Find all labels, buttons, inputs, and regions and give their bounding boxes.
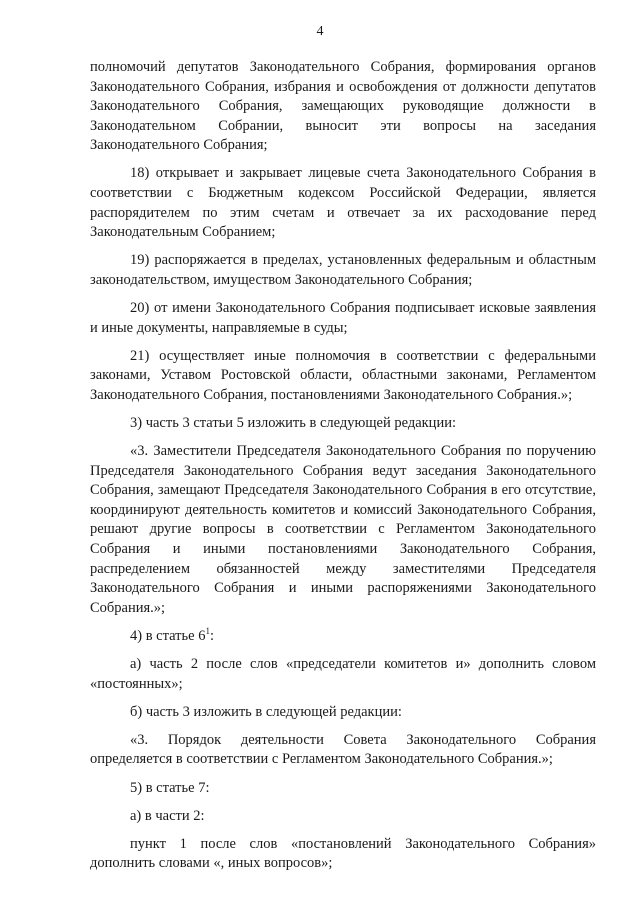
paragraph: 21) осуществляет иные полномочия в соответствии с федеральными законами, Уставом Ростовской области, областными законами, Регламентом Законодательного Собрания, постановлениями Законодательного Собрания.»; bbox=[90, 347, 596, 403]
paragraph: полномочий депутатов Законодательного Собрания, формирования органов Законодательного Собрания, избрания и освобождения от должности депутатов Законодательного Собрания, замещающих руководящие должности в Законодательном Собрании, выносит эти вопросы на заседания Законодательного Собрания; bbox=[90, 59, 596, 154]
paragraph: а) в части 2: bbox=[130, 807, 205, 824]
article-item-paragraph bbox=[90, 627, 596, 647]
article-superscript: 1 bbox=[205, 626, 210, 637]
paragraph: 3) часть 3 статьи 5 изложить в следующей редакции: bbox=[130, 415, 456, 431]
paragraph: б) часть 3 изложить в следующей редакции: bbox=[130, 703, 402, 720]
paragraph: «3. Порядок деятельности Совета Законодательного Собрания определяется в соответствии с Регламентом Законодательного Собрания.»; bbox=[90, 731, 596, 768]
paragraph: 20) от имени Законодательного Собрания подписывает исковые заявления и иные документы, направляемые в суды; bbox=[90, 300, 596, 336]
paragraph: а) часть 2 после слов «председатели комитетов и» дополнить словом «постоянных»; bbox=[90, 656, 596, 692]
document-body bbox=[90, 58, 596, 882]
article-item-suffix: : bbox=[209, 627, 214, 644]
paragraph: 5) в статье 7: bbox=[130, 779, 210, 796]
paragraph: 19) распоряжается в пределах, установленных федеральным и областным законодательством, имуществом Законодательного Собрания; bbox=[90, 252, 596, 288]
paragraph: пункт 1 после слов «постановлений Законодательного Собрания» дополнить словами «, иных вопросов»; bbox=[90, 835, 596, 872]
paragraph: 18) открывает и закрывает лицевые счета Законодательного Собрания в соответствии с Бюджетным кодексом Российской Федерации, является распорядителем по этим счетам и отвечает за их расходование перед Законодательным Собранием; bbox=[90, 165, 596, 241]
paragraph: «3. Заместители Председателя Законодательного Собрания по поручению Председателя Законодательного Собрания ведут заседания Законодательного Собрания, замещают Председателя Законодательного Собрания в его отсутствие, координируют деятельность комитетов и комиссий Законодательного Собрания, решают другие вопросы в соответствии с Регламентом Законодательного Собрания и иными постановлениями Законодательного Собрания, распределением обязанностей между заместителями Председателя Законодательного Собрания и иными распоряжениями Законодательного Собрания.»; bbox=[90, 443, 596, 616]
article-item-text: 4) в статье 6 bbox=[130, 627, 206, 644]
page-number: 4 bbox=[316, 24, 324, 39]
